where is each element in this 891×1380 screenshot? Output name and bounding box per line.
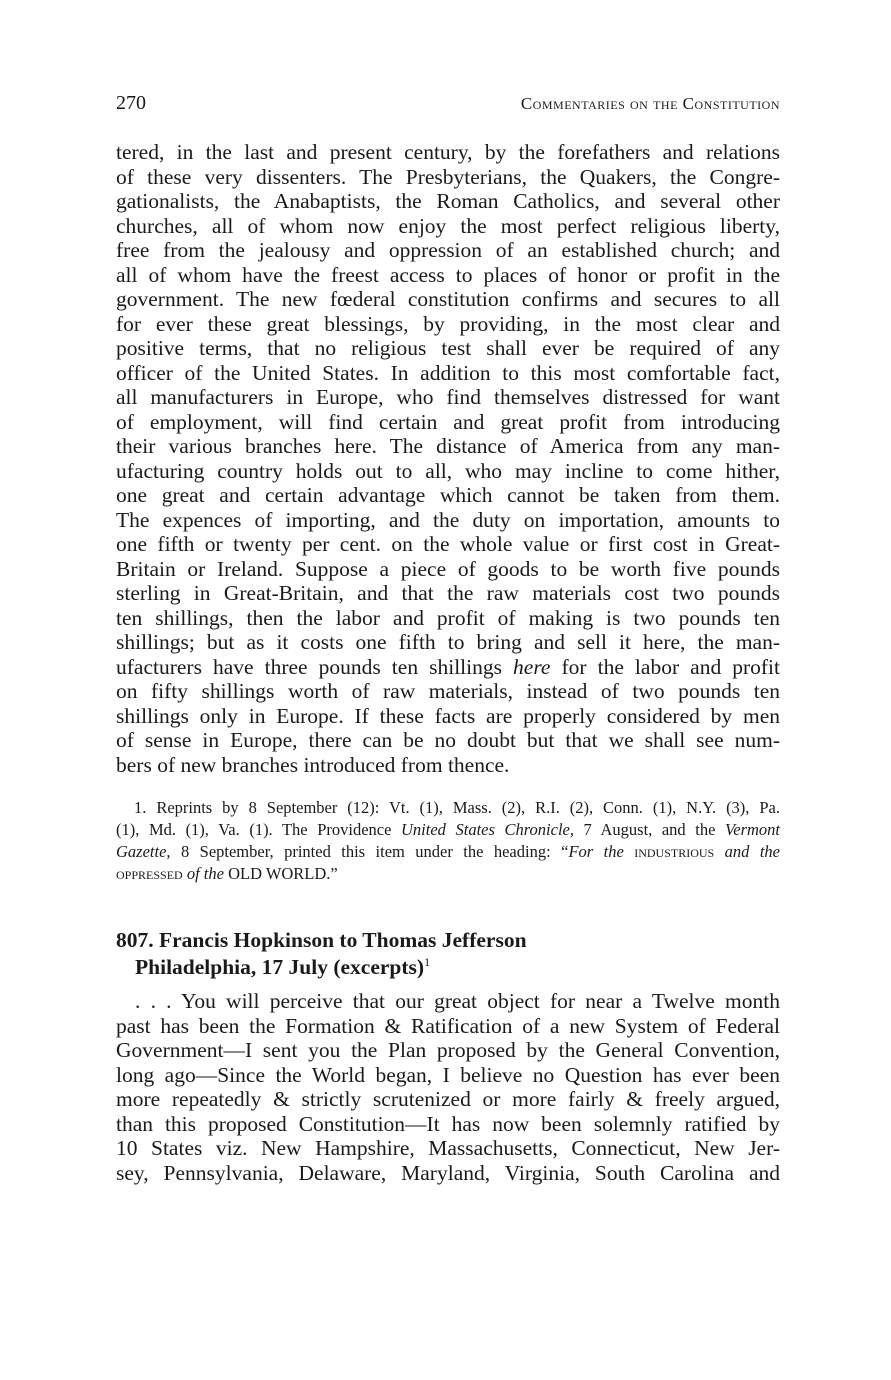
footnote-line xyxy=(116,819,780,841)
text-line: of sense in Europe, there can be no doubt but that we shall see num- xyxy=(116,728,780,752)
newspaper-title: United States Chronicle, xyxy=(401,820,574,839)
heading-title: 807. Francis Hopkinson to Thomas Jefferson xyxy=(116,928,527,952)
text-line: all of whom have the freest access to places of honor or profit in the xyxy=(116,262,780,287)
footnote-line xyxy=(116,841,780,863)
text-line: The expences of importing, and the duty on importation, amounts to xyxy=(116,507,780,532)
letter-text xyxy=(116,989,780,1185)
italic-fragment: of the xyxy=(186,864,224,883)
newspaper-title: Vermont xyxy=(725,820,780,839)
text-fragment: for the labor and profit xyxy=(550,654,781,679)
small-caps-fragment: oppressed xyxy=(116,864,187,883)
text-line: all manufacturers in Europe, who find themselves distressed for want xyxy=(116,385,780,409)
text-line: of employment, will find certain and great profit from introducing xyxy=(116,409,780,434)
heading-subtitle: Philadelphia, 17 July (excerpts) xyxy=(135,955,425,979)
text-line: their various branches here. The distance of America from any man- xyxy=(116,434,780,458)
text-line: gationalists, the Anabaptists, the Roman Catholics, and several other xyxy=(116,189,780,213)
text-line: for ever these great blessings, by providing, in the most clear and xyxy=(116,311,780,336)
text-fragment: ufacturers have three pounds ten shillings xyxy=(116,654,514,679)
text-line: ufacturing country holds out to all, who may incline to come hither, xyxy=(116,458,780,483)
text-fragment: 8 September, printed this item under the heading: “ xyxy=(170,842,569,861)
footnote-marker: 1 xyxy=(424,954,431,969)
text-line: Britain or Ireland. Suppose a piece of goods to be worth five pounds xyxy=(116,556,780,581)
text-line: one great and certain advantage which cannot be taken from them. xyxy=(116,483,780,507)
text-fragment: (1), Md. (1), Va. (1). The Providence xyxy=(116,820,401,839)
heading-place-date xyxy=(116,954,780,981)
italic-emphasis: here xyxy=(513,654,551,679)
text-line: of these very dissenters. The Presbyterians, the Quakers, the Congre- xyxy=(116,164,780,189)
text-line: government. The new fœderal constitution confirms and secures to all xyxy=(116,287,780,311)
text-line: ten shillings, then the labor and profit of making is two pounds ten xyxy=(116,605,780,630)
text-line: past has been the Formation & Ratification of a new System of Federal xyxy=(116,1013,780,1038)
running-head: Commentaries on the Constitution xyxy=(520,94,780,113)
text-line: officer of the United States. In addition to this most comfortable fact, xyxy=(116,360,780,385)
text-line: . . . You will perceive that our great object for near a Twelve month xyxy=(135,989,780,1013)
italic-fragment: For the xyxy=(568,842,624,861)
text-line: bers of new branches introduced from thence. xyxy=(116,752,510,777)
text-line: Government—I sent you the Plan proposed by the General Convention, xyxy=(116,1038,780,1062)
text-line: more repeatedly & strictly scrutenized or more fairly & freely argued, xyxy=(116,1087,780,1111)
page-header xyxy=(116,88,780,124)
footnote-line xyxy=(116,863,780,885)
body-text xyxy=(116,140,780,777)
text-line: tered, in the last and present century, by the forefathers and relations xyxy=(116,140,780,164)
text-line: positive terms, that no religious test shall ever be required of any xyxy=(116,336,780,360)
book-page xyxy=(116,88,780,1185)
footnote xyxy=(116,797,780,885)
page-number: 270 xyxy=(116,92,146,114)
text-line: sey, Pennsylvania, Delaware, Maryland, Virginia, South Carolina and xyxy=(116,1160,780,1185)
text-line: shillings; but as it costs one fifth to bring and sell it here, the man- xyxy=(116,630,780,654)
text-line: churches, all of whom now enjoy the most perfect religious liberty, xyxy=(116,213,780,238)
text-line-with-italic xyxy=(116,655,780,680)
text-line: shillings only in Europe. If these facts are properly considered by men xyxy=(116,703,780,728)
text-line: 10 States viz. New Hampshire, Massachusetts, Connecticut, New Jer- xyxy=(116,1136,780,1160)
text-line: on fifty shillings worth of raw materials, instead of two pounds ten xyxy=(116,679,780,703)
italic-fragment: and the xyxy=(724,842,780,861)
text-line: one fifth or twenty per cent. on the whole value or first cost in Great- xyxy=(116,532,780,556)
document-heading xyxy=(116,927,780,981)
footnote-line: 1. Reprints by 8 September (12): Vt. (1), Mass. (2), R.I. (2), Conn. (1), N.Y. (3), Pa. xyxy=(134,798,780,817)
text-line: free from the jealousy and oppression of an established church; and xyxy=(116,238,780,262)
text-line: sterling in Great-Britain, and that the raw materials cost two pounds xyxy=(116,581,780,605)
text-line: long ago—Since the World began, I believe no Question has ever been xyxy=(116,1062,780,1087)
text-fragment: 7 August, and the xyxy=(573,820,725,839)
small-caps-fragment: industrious xyxy=(623,842,725,861)
newspaper-title: Gazette, xyxy=(116,842,171,861)
text-line: than this proposed Constitution—It has now been solemnly ratified by xyxy=(116,1111,780,1136)
text-fragment: OLD WORLD.” xyxy=(223,864,338,883)
